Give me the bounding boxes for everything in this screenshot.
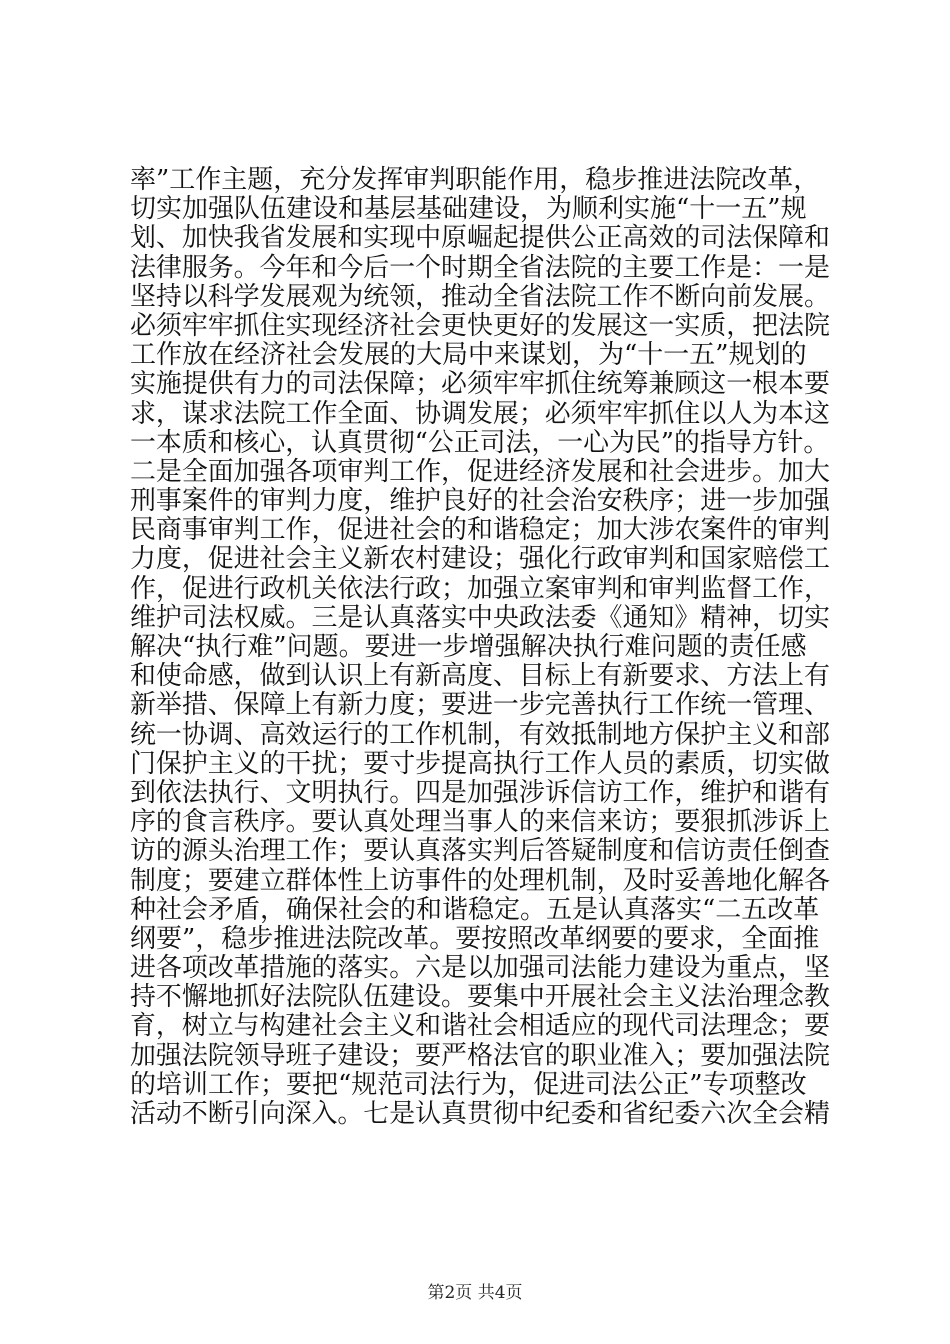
text-line: 序的食言秩序。要认真处理当事人的来信来访；要狠抓涉诉上 <box>130 807 830 838</box>
text-line: 解决“执行难”问题。要进一步增强解决执行难问题的责任感 <box>130 632 807 662</box>
text-line: 和使命感，做到认识上有新高度、目标上有新要求、方法上有 <box>130 661 830 692</box>
text-line: 一本质和核心，认真贯彻“公正司法，一心为民”的指导方针。 <box>130 427 830 458</box>
text-line: 进各项改革措施的落实。六是以加强司法能力建设为重点，坚 <box>130 953 830 984</box>
text-line: 访的源头治理工作；要认真落实判后答疑制度和信访责任倒查 <box>130 836 830 867</box>
text-line: 新举措、保障上有新力度；要进一步完善执行工作统一管理、 <box>130 690 830 721</box>
text-line: 作，促进行政机关依法行政；加强立案审判和审判监督工作， <box>130 573 830 604</box>
text-line: 到依法执行、文明执行。四是加强涉诉信访工作，维护和谐有 <box>130 777 830 808</box>
text-line: 切实加强队伍建设和基层基础建设，为顺利实施“十一五”规 <box>130 194 807 225</box>
text-line: 纲要”，稳步推进法院改革。要按照改革纲要的要求，全面推 <box>130 923 820 954</box>
text-line: 加强法院领导班子建设；要严格法官的职业准入；要加强法院 <box>130 1040 830 1071</box>
page-footer: 第2页 共4页 <box>427 1283 523 1303</box>
text-line: 必须牢牢抓住实现经济社会更快更好的发展这一实质，把法院 <box>130 310 830 341</box>
text-line: 坚持以科学发展观为统领，推动全省法院工作不断向前发展。 <box>130 281 830 312</box>
text-line: 二是全面加强各项审判工作，促进经济发展和社会进步。加大 <box>130 456 830 487</box>
text-line: 维护司法权威。三是认真落实中央政法委《通知》精神，切实 <box>130 602 830 633</box>
text-line: 制度；要建立群体性上访事件的处理机制，及时妥善地化解各 <box>130 865 830 896</box>
text-line: 民商事审判工作，促进社会的和谐稳定；加大涉农案件的审判 <box>130 515 830 546</box>
text-line: 育，树立与构建社会主义和谐社会相适应的现代司法理念；要 <box>130 1011 830 1042</box>
text-line: 工作放在经济社会发展的大局中来谋划，为“十一五”规划的 <box>130 340 807 371</box>
text-line: 活动不断引向深入。七是认真贯彻中纪委和省纪委六次全会精 <box>130 1099 830 1129</box>
text-line: 统一协调、高效运行的工作机制，有效抵制地方保护主义和部 <box>130 719 830 750</box>
text-line: 实施提供有力的司法保障；必须牢牢抓住统筹兼顾这一根本要 <box>130 369 830 400</box>
text-line: 法律服务。今年和今后一个时期全省法院的主要工作是：一是 <box>130 252 830 283</box>
text-line: 刑事案件的审判力度，维护良好的社会治安秩序；进一步加强 <box>130 486 830 517</box>
text-line: 求，谋求法院工作全面、协调发展；必须牢牢抓住以人为本这 <box>130 398 830 429</box>
text-line: 持不懈地抓好法院队伍建设。要集中开展社会主义法治理念教 <box>130 982 830 1013</box>
body-text <box>130 166 830 1129</box>
text-line: 的培训工作；要把“规范司法行为，促进司法公正”专项整改 <box>130 1069 807 1100</box>
text-line: 率”工作主题，充分发挥审判职能作用，稳步推进法院改革， <box>130 165 820 195</box>
text-line: 种社会矛盾，确保社会的和谐稳定。五是认真落实“二五改革 <box>130 894 820 925</box>
text-line: 划、加快我省发展和实现中原崛起提供公正高效的司法保障和 <box>130 223 830 254</box>
text-line: 门保护主义的干扰；要寸步提高执行工作人员的素质，切实做 <box>130 748 830 779</box>
text-line: 力度，促进社会主义新农村建设；强化行政审判和国家赔偿工 <box>130 544 830 575</box>
